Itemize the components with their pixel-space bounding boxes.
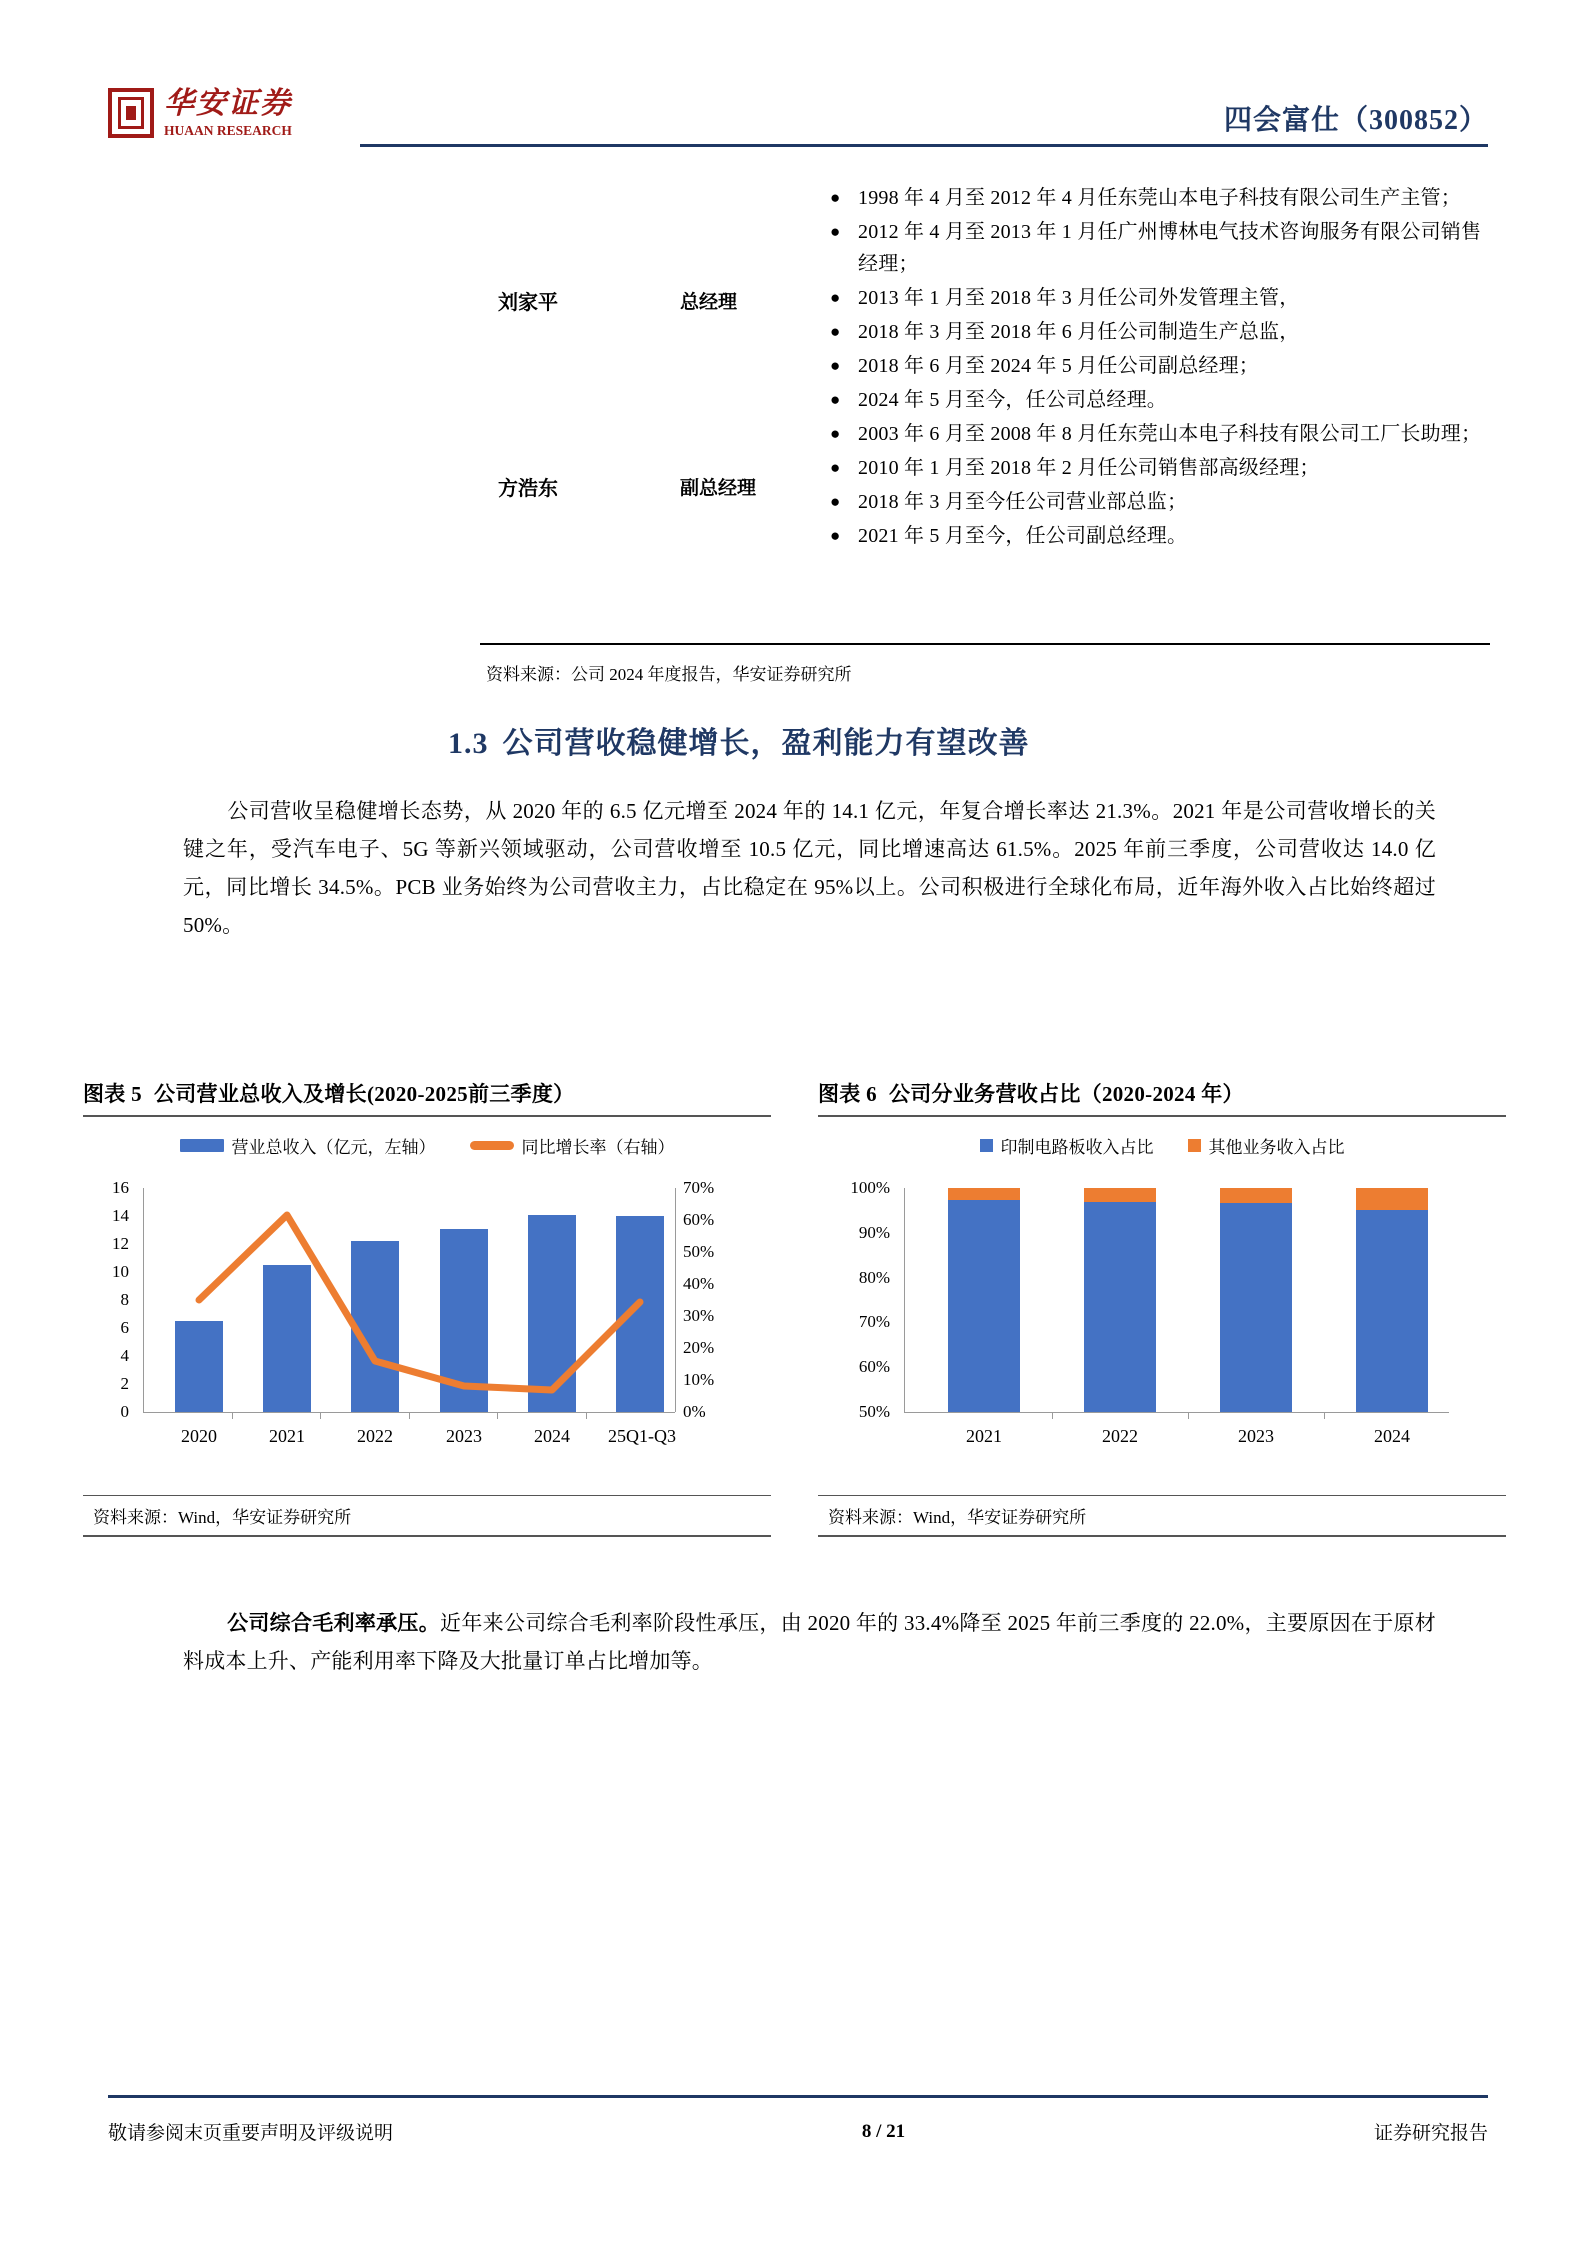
footer-divider [108, 2095, 1488, 2098]
y-axis-tick: 8 [120, 1290, 129, 1309]
chart-5-plot [83, 1170, 771, 1470]
business-mix-chart [818, 1117, 1506, 1495]
exhibit-5-source: 资料来源：Wind，华安证券研究所 [83, 1495, 771, 1535]
bullet-icon: ● [830, 458, 841, 477]
x-tickmark [497, 1412, 498, 1419]
chart-legend [818, 1117, 1506, 1158]
x-tickmark [1324, 1412, 1325, 1419]
bar-2024 [528, 1215, 576, 1412]
bullet-icon: ● [830, 322, 841, 341]
footer-report-type: 证券研究报告 [1373, 2123, 1488, 2144]
exhibit-5-label: 图表 5 [83, 1082, 142, 1106]
exhibit-5-caption: 公司营业总收入及增长(2020-2025前三季度） [153, 1082, 575, 1106]
page-footer [108, 2118, 1488, 2145]
exhibit-6-caption: 公司分业务营收占比（2020-2024 年） [888, 1082, 1244, 1106]
huaan-logo-icon [108, 88, 154, 138]
body-paragraph-1 [183, 792, 1436, 944]
list-item [830, 384, 1490, 416]
bar-2020 [175, 1321, 223, 1412]
y-axis-tick: 80% [858, 1268, 890, 1287]
exhibit-5 [83, 1078, 771, 1537]
legend-swatch-pcb-icon [980, 1139, 993, 1152]
y-axis-tick: 70% [858, 1312, 890, 1331]
bio-item-list [830, 182, 1490, 418]
bar-segment-other [1220, 1188, 1292, 1203]
bio-item-text: 2003 年 6 月至 2008 年 8 月任东莞山本电子科技有限公司工厂长助理； [858, 423, 1482, 445]
legend-item-other [1188, 1133, 1345, 1158]
page-header [108, 88, 1488, 178]
bio-item-text: 2018 年 3 月至 2018 年 6 月任公司制造生产总监， [858, 321, 1300, 343]
bullet-icon: ● [830, 356, 841, 375]
list-item [830, 282, 1490, 314]
section-heading [448, 718, 1030, 762]
x-axis-label-2022: 2022 [1102, 1426, 1138, 1446]
body-paragraph-2 [183, 1604, 1436, 1680]
bio-item-text: 2010 年 1 月至 2018 年 2 月任公司销售部高级经理； [858, 457, 1320, 479]
list-item [830, 316, 1490, 348]
bio-item-text: 2012 年 4 月至 2013 年 1 月任广州博林电气技术咨询服务有限公司销售经理； [858, 221, 1482, 275]
list-item [830, 182, 1490, 214]
table-bottom-border [480, 643, 1490, 645]
list-item [830, 486, 1490, 518]
bio-item-text: 2013 年 1 月至 2018 年 3 月任公司外发管理主管， [858, 287, 1300, 309]
legend-label-pcb: 印制电路板收入占比 [1000, 1138, 1154, 1157]
section-number: 1.3 [448, 727, 489, 760]
x-tickmark [409, 1412, 410, 1419]
bullet-icon: ● [830, 526, 841, 545]
left-axis-line [143, 1188, 144, 1412]
exhibit-6 [818, 1078, 1506, 1537]
x-axis-label-2021: 2021 [269, 1426, 305, 1446]
logo-chinese-name: 华安证券 [164, 86, 292, 120]
exhibit-6-title [818, 1078, 1506, 1115]
bio-item-text: 2018 年 6 月至 2024 年 5 月任公司副总经理； [858, 355, 1259, 377]
y-axis-tick: 100% [850, 1178, 890, 1197]
y2-axis-tick: 60% [683, 1210, 715, 1229]
header-company-title: 四会富仕（300852） [1223, 105, 1488, 136]
legend-swatch-line-icon [470, 1141, 514, 1150]
y-axis-tick: 12 [112, 1234, 129, 1253]
x-axis-label-2021: 2021 [966, 1426, 1002, 1446]
y-axis-tick: 60% [858, 1357, 890, 1376]
y-axis-tick: 16 [112, 1178, 129, 1197]
bio-item-text: 2018 年 3 月至今任公司营业部总监； [858, 491, 1188, 513]
bar-segment-other [1356, 1188, 1428, 1210]
y2-axis-tick: 20% [683, 1338, 715, 1357]
bullet-icon: ● [830, 222, 841, 241]
bar-25Q1Q3 [616, 1216, 664, 1412]
bio-item-list [830, 418, 1490, 554]
executive-title: 副总经理 [680, 477, 757, 499]
bio-item-text: 2021 年 5 月至今，任公司副总经理。 [858, 525, 1188, 547]
legend-swatch-bar-icon [180, 1139, 224, 1152]
bar-segment-pcb [1356, 1210, 1428, 1412]
y-axis-tick: 2 [120, 1374, 129, 1393]
bullet-icon: ● [830, 188, 841, 207]
list-item [830, 350, 1490, 382]
y-axis-tick: 6 [120, 1318, 129, 1337]
bio-item-text: 1998 年 4 月至 2012 年 4 月任东莞山本电子科技有限公司生产主管； [858, 187, 1461, 209]
y2-axis-tick: 50% [683, 1242, 715, 1261]
bar-2022 [351, 1241, 399, 1412]
bar-segment-pcb [948, 1200, 1020, 1412]
list-item [830, 520, 1490, 552]
x-tickmark [320, 1412, 321, 1419]
table-row [480, 418, 1490, 554]
footer-disclaimer: 敬请参阅末页重要声明及评级说明 [108, 2123, 394, 2144]
y-axis-tick: 4 [120, 1346, 129, 1365]
y-axis-line [904, 1188, 905, 1412]
y-axis-tick: 90% [858, 1223, 890, 1242]
executive-bio-table [480, 182, 1490, 554]
y-axis-tick: 10 [112, 1262, 129, 1281]
list-item [830, 452, 1490, 484]
x-tickmark [586, 1412, 587, 1419]
exhibit-6-source: 资料来源：Wind，华安证券研究所 [818, 1495, 1506, 1535]
x-tickmark [232, 1412, 233, 1419]
x-axis-label-2022: 2022 [357, 1426, 393, 1446]
executive-title: 总经理 [680, 291, 738, 313]
bar-segment-pcb [1084, 1202, 1156, 1412]
bio-item-text: 2024 年 5 月至今，任公司总经理。 [858, 389, 1167, 411]
x-axis-label-2020: 2020 [181, 1426, 217, 1446]
exhibit-5-title [83, 1078, 771, 1115]
right-axis-line [675, 1188, 676, 1412]
y-axis-tick: 14 [112, 1206, 129, 1225]
legend-swatch-other-icon [1188, 1139, 1201, 1152]
revenue-growth-chart [83, 1117, 771, 1495]
paragraph-text: 近年来公司综合毛利率阶段性承压，由 2020 年的 33.4%降至 2025 年前三季度的 22.0%，主要原因在于原材料成本上升、产能利用率下降及大批量订单占比增加等。 [183, 1611, 1437, 1673]
executive-name: 方浩东 [498, 477, 558, 500]
legend-label-other: 其他业务收入占比 [1208, 1138, 1345, 1157]
y-axis-tick: 50% [858, 1402, 890, 1421]
x-axis-label-2024: 2024 [534, 1426, 570, 1446]
y2-axis-tick: 0% [683, 1402, 706, 1421]
exhibit-6-body [818, 1115, 1506, 1537]
bullet-icon: ● [830, 424, 841, 443]
bar-segment-other [1084, 1188, 1156, 1202]
bar-segment-other [948, 1188, 1020, 1200]
bullet-icon: ● [830, 492, 841, 511]
x-axis-line [904, 1412, 1449, 1413]
section-title: 公司营收稳健增长，盈利能力有望改善 [502, 727, 1030, 760]
exhibit-5-body [83, 1115, 771, 1537]
y-axis-tick: 0 [120, 1402, 129, 1421]
y2-axis-tick: 70% [683, 1178, 715, 1197]
list-item [830, 216, 1490, 280]
logo-english-name: HUAAN RESEARCH [164, 122, 292, 138]
y2-axis-tick: 30% [683, 1306, 715, 1325]
x-axis-label-2023: 2023 [1238, 1426, 1274, 1446]
chart-6-plot [818, 1170, 1506, 1470]
company-logo [108, 88, 292, 138]
x-tickmark [1188, 1412, 1189, 1419]
bullet-icon: ● [830, 288, 841, 307]
executive-name: 刘家平 [498, 291, 558, 314]
legend-label-revenue: 营业总收入（亿元，左轴） [231, 1138, 436, 1157]
chart-legend [83, 1117, 771, 1158]
bar-2021 [263, 1265, 311, 1412]
paragraph-text: 公司营收呈稳健增长态势，从 2020 年的 6.5 亿元增至 2024 年的 14.1 亿元，年复合增长率达 21.3%。2021 年是公司营收增长的关键之年，受汽车电子、5G 等新兴领域驱动，公司营收增至 10.5 亿元，同比增速高达 61.5%。2025 年前三季度，公司营收达 14.0 亿元，同比增长 34.5%。PCB 业务始终为公司营收主力，占比稳定在 95%以上。公司积极进行全球化布局，近年海外收入占比始终超过 50%。 [183, 799, 1436, 937]
bullet-icon: ● [830, 390, 841, 409]
x-tickmark [1052, 1412, 1053, 1419]
y2-axis-tick: 10% [683, 1370, 715, 1389]
x-axis-label-25Q1Q3: 25Q1-Q3 [608, 1426, 676, 1446]
paragraph-lead-bold: 公司综合毛利率承压。 [227, 1611, 441, 1635]
legend-item-growth [470, 1133, 675, 1158]
x-axis-label-2024: 2024 [1374, 1426, 1410, 1446]
legend-item-pcb [980, 1133, 1154, 1158]
list-item [830, 418, 1490, 450]
table-row [480, 182, 1490, 418]
y2-axis-tick: 40% [683, 1274, 715, 1293]
x-axis-label-2023: 2023 [446, 1426, 482, 1446]
exhibit-6-label: 图表 6 [818, 1082, 877, 1106]
legend-label-growth: 同比增长率（右轴） [521, 1138, 675, 1157]
legend-item-revenue [180, 1133, 436, 1158]
growth-rate-line [83, 1170, 771, 1470]
bar-2023 [440, 1229, 488, 1412]
footer-page-number: 8 / 21 [861, 2120, 906, 2142]
logo-text-block [164, 86, 292, 138]
bar-segment-pcb [1220, 1203, 1292, 1412]
header-divider [360, 144, 1488, 147]
table-source-note: 资料来源：公司 2024 年度报告，华安证券研究所 [486, 665, 852, 684]
